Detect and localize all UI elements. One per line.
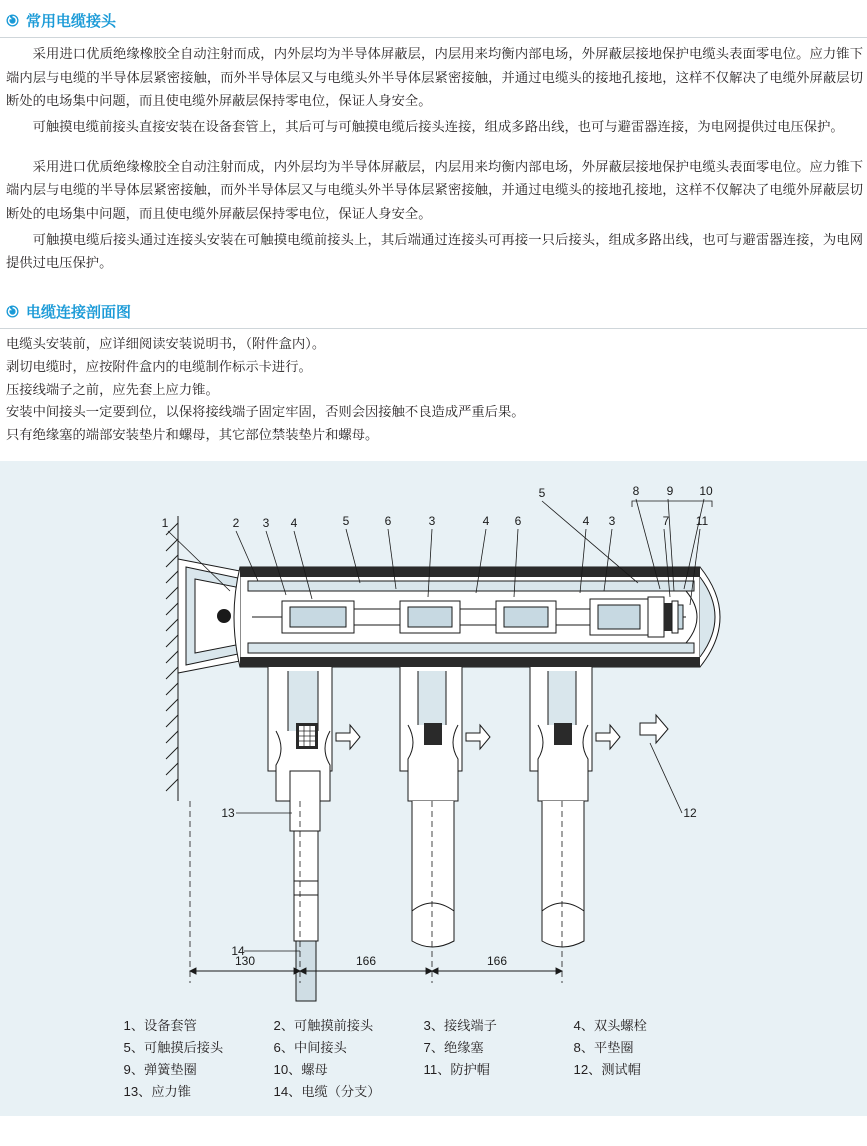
legend-item: 5、可触摸后接头 — [123, 1040, 224, 1056]
figure-panel — [0, 461, 867, 1116]
callout-13: 13 — [221, 806, 235, 821]
divider — [0, 37, 867, 38]
callout-3b: 3 — [428, 514, 436, 529]
callout-4: 4 — [290, 516, 298, 531]
paragraph: 采用进口优质绝缘橡胶全自动注射而成，内外层均为半导体屏蔽层，内层用来均衡内部电场，外屏蔽层接地保护电缆头表面零电位。应力锥下端内层与电缆的半导体层紧密接触，而外半导体层又与电缆头外半导体层紧密接触，并通过电缆头的接地孔接地，这样不仅解决了电缆外屏蔽层切断处的电场集中问题，而且使电缆外屏蔽层保持零电位，保证人身安全。 — [6, 46, 863, 109]
divider — [0, 328, 867, 329]
note-item: 电缆头安装前，应详细阅读安装说明书，（附件盒内）。 — [6, 335, 326, 351]
dimension-166-a: 166 — [355, 954, 377, 969]
callout-8: 8 — [632, 484, 640, 499]
installation-notes-list — [0, 333, 867, 447]
note-item: 剥切电缆时，应按附件盒内的电缆制作标示卡进行。 — [6, 358, 312, 374]
note-item: 安装中间接头一定要到位，以保将接线端子固定牢固，否则会因接触不良造成严重后果。 — [6, 404, 525, 420]
callout-4c: 4 — [582, 514, 590, 529]
callout-6: 6 — [384, 514, 392, 529]
legend-item: 14、电缆（分支） — [273, 1084, 381, 1100]
callout-2: 2 — [232, 516, 240, 531]
callout-5: 5 — [342, 514, 350, 529]
paragraph: 可触摸电缆后接头通过连接头安装在可触摸电缆前接头上，其后端通过连接头可再接一只后接头，组成多路出线，也可与避雷器连接，为电网提供过电压保护。 — [6, 231, 863, 271]
legend-item: 11、防护帽 — [423, 1062, 490, 1078]
callout-6b: 6 — [514, 514, 522, 529]
legend-item: 10、螺母 — [273, 1062, 328, 1078]
section-title: 常用电缆接头 — [26, 13, 117, 30]
callout-7: 7 — [662, 514, 670, 529]
dimension-166-b: 166 — [486, 954, 508, 969]
note-item: 只有绝缘塞的端部安装垫片和螺母，其它部位禁装垫片和螺母。 — [6, 427, 379, 443]
legend-item: 7、绝缘塞 — [423, 1040, 484, 1056]
note-item: 压接线端子之前，应先套上应力锥。 — [6, 381, 219, 397]
callout-12: 12 — [683, 806, 697, 821]
section-heading-common-cable-joints — [0, 10, 867, 31]
callout-3c: 3 — [608, 514, 616, 529]
paragraph: 可触摸电缆前接头直接安装在设备套管上，其后可与可触摸电缆后接头连接，组成多路出线，也可与避雷器连接，为电网提供过电压保护。 — [32, 118, 844, 134]
legend-item: 4、双头螺栓 — [573, 1018, 647, 1034]
legend-item: 12、测试帽 — [573, 1062, 641, 1078]
legend-item: 1、设备套管 — [123, 1018, 197, 1034]
callout-5b: 5 — [538, 486, 546, 501]
legend-item: 2、可触摸前接头 — [273, 1018, 374, 1034]
section-title: 电缆连接剖面图 — [26, 303, 132, 321]
callout-1: 1 — [161, 516, 169, 531]
cable-connection-cross-section-diagram — [0, 471, 867, 1011]
paragraph: 采用进口优质绝缘橡胶全自动注射而成，内外层均为半导体屏蔽层，内层用来均衡内部电场，外屏蔽层接地保护电缆头表面零电位。应力锥下端内层与电缆的半导体层紧密接触，而外半导体层又与电缆头外半导体层紧密接触，并通过电缆头的接地孔接地，这样不仅解决了电缆外屏蔽层切断处的电场集中问题，而且使电缆外屏蔽层保持零电位，保证人身安全。 — [6, 158, 863, 221]
legend-item: 13、应力锥 — [123, 1084, 191, 1100]
legend-item: 8、平垫圈 — [573, 1040, 634, 1056]
legend-item: 3、接线端子 — [423, 1018, 497, 1034]
callout-11: 11 — [695, 514, 709, 529]
gear-bullet-icon — [6, 305, 19, 318]
callout-4b: 4 — [482, 514, 490, 529]
legend-item: 9、弹簧垫圈 — [123, 1062, 197, 1078]
callout-10: 10 — [699, 484, 713, 499]
callout-9: 9 — [666, 484, 674, 499]
dimension-130: 130 — [234, 954, 256, 969]
section-heading-cable-connection-profile — [0, 301, 867, 322]
callout-3: 3 — [262, 516, 270, 531]
figure-legend — [0, 1011, 867, 1100]
document-page — [0, 10, 867, 1146]
section-body-common-cable-joints — [0, 42, 867, 275]
legend-item: 6、中间接头 — [273, 1040, 347, 1056]
gear-bullet-icon — [6, 14, 19, 27]
callout-14: 14 — [231, 944, 245, 959]
